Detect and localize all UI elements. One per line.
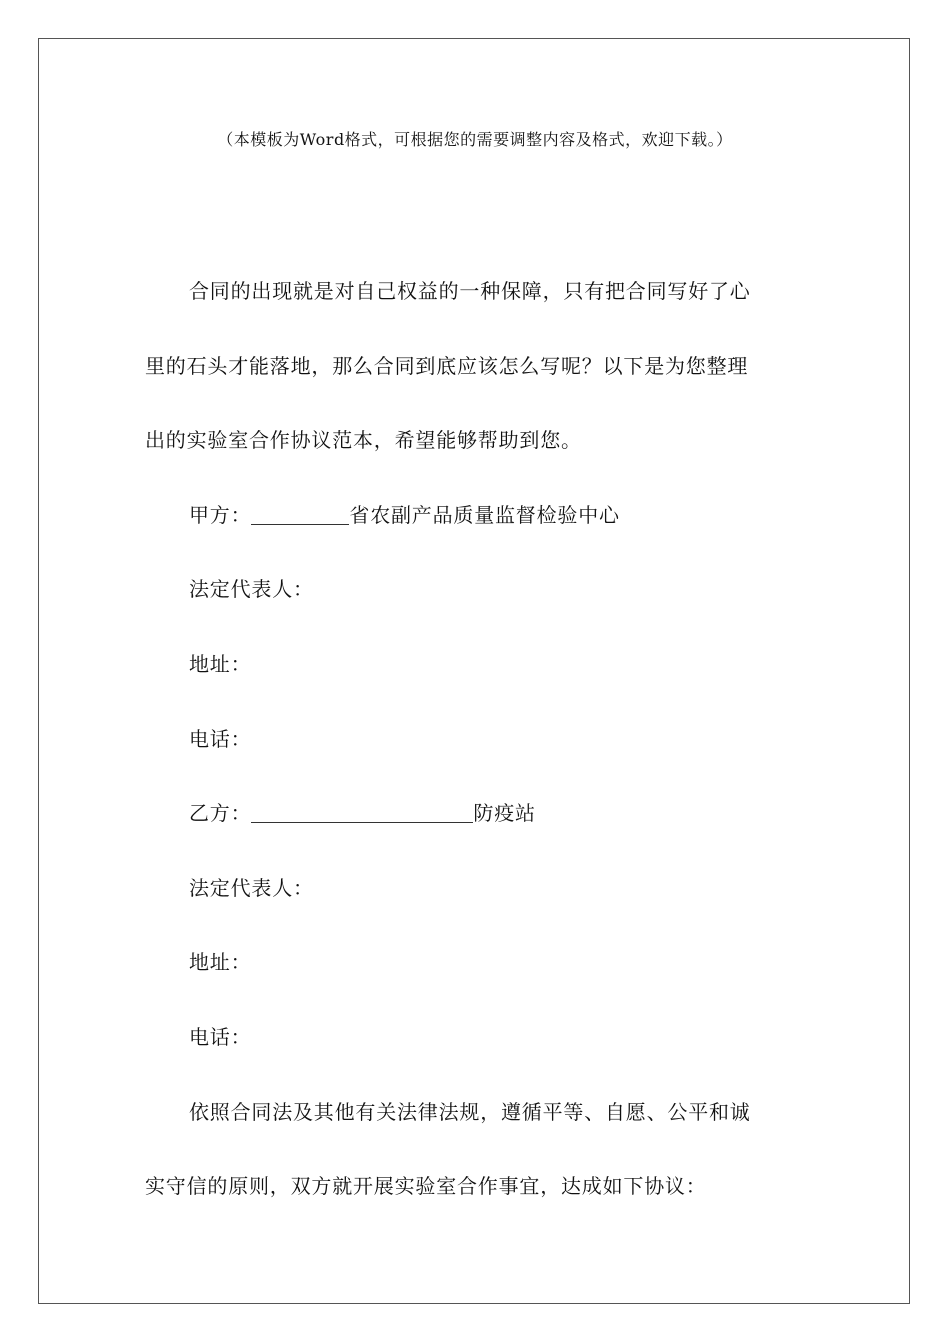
party-b-representative: 法定代表人： <box>189 876 314 900</box>
intro-line-3: 出的实验室合作协议范本，希望能够帮助到您。 <box>145 428 582 452</box>
basis-line-2: 实守信的原则，双方就开展实验室合作事宜，达成如下协议： <box>145 1174 707 1198</box>
party-b-name: 防疫站 <box>473 801 536 825</box>
party-b-line <box>189 797 536 826</box>
party-a-phone: 电话： <box>189 727 252 751</box>
party-a-blank[interactable] <box>251 504 349 525</box>
party-b-blank[interactable] <box>251 802 473 823</box>
party-a-line <box>189 499 620 528</box>
party-a-label: 甲方： <box>189 503 252 527</box>
party-a-name: 省农副产品质量监督检验中心 <box>349 503 620 527</box>
party-b-label: 乙方： <box>189 801 252 825</box>
party-a-representative: 法定代表人： <box>189 577 314 601</box>
intro-line-1: 合同的出现就是对自己权益的一种保障，只有把合同写好了心 <box>189 279 751 303</box>
basis-line-1: 依照合同法及其他有关法律法规，遵循平等、自愿、公平和诚 <box>189 1100 751 1124</box>
party-b-phone: 电话： <box>189 1025 252 1049</box>
template-note: （本模板为Word格式，可根据您的需要调整内容及格式，欢迎下载。） <box>217 130 733 149</box>
intro-line-2: 里的石头才能落地，那么合同到底应该怎么写呢？以下是为您整理 <box>145 354 749 378</box>
party-a-address: 地址： <box>189 652 252 676</box>
party-b-address: 地址： <box>189 950 252 974</box>
